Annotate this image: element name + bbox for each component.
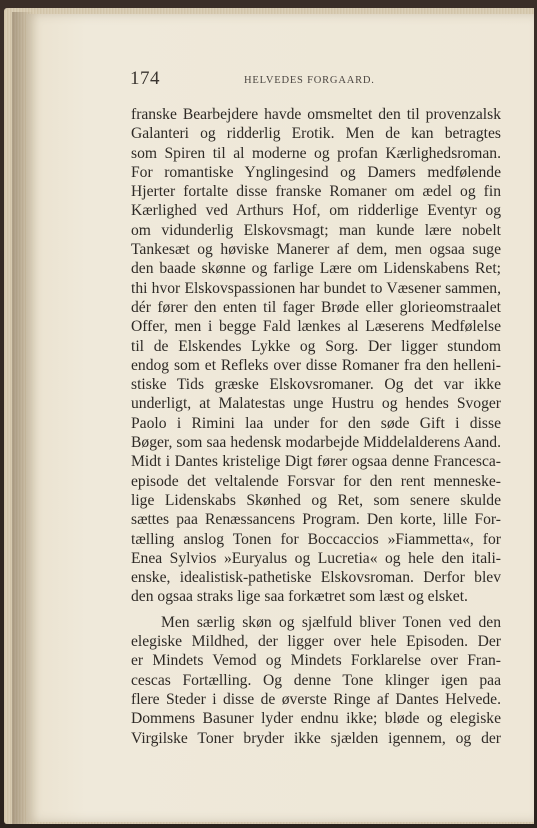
text-line: For romantiske Ynglingesind og Damers medfølende xyxy=(131,163,501,181)
text-line: stiske Tids græske Elskovsromaner. Og det var ikke xyxy=(131,376,501,394)
text-line: cescas Fortælling. Og denne Tone klinger igen paa xyxy=(131,671,501,689)
text-line: Midt i Dantes kristelige Digt fører ogsaa denne Francesca- xyxy=(131,453,501,471)
text-line: underligt, at Malatestas unge Hustru og hendes Svoger xyxy=(131,395,501,413)
text-line: Virgilske Toner bryder ikke sjælden igennem, og der xyxy=(131,729,501,747)
text-line: Dommens Basuner lyder endnu ikke; bløde og elegiske xyxy=(131,710,501,728)
text-line: Offer, men i begge Fald lænkes al Læserens Medfølelse xyxy=(131,318,501,336)
text-line: tælling anslog Tonen for Boccaccios »Fiammetta«, for xyxy=(131,530,501,548)
text-line: til de Elskendes Lykke og Sorg. Der ligger stundom xyxy=(131,337,501,355)
text-line: som Spiren til al moderne og profan Kærlighedsroman. xyxy=(131,144,501,162)
text-line: den baade skønne og farlige Lære om Lidenskabens Ret; xyxy=(131,260,501,278)
text-line: sættes paa Renæssancens Program. Den korte, lille For- xyxy=(131,511,501,529)
text-line: Paolo i Rimini laa under for den søde Gift i disse xyxy=(131,414,501,432)
page-number: 174 xyxy=(130,68,160,89)
text-line: Hjerter fortalte disse franske Romaner om ædel og fin xyxy=(131,183,501,201)
text-line: er Mindets Vemod og Mindets Forklarelse over Fran- xyxy=(131,652,501,670)
text-line: flere Steder i disse de øverste Ringe af Dantes Helvede. xyxy=(131,690,501,708)
body-text xyxy=(131,105,501,748)
text-line: Tankesæt og høviske Manerer af dem, men ogsaa suge xyxy=(131,241,501,259)
text-line: endog som et Refleks over disse Romaner fra den helleni- xyxy=(131,356,501,374)
text-line: thi hvor Elskovspassionen har bundet to Væsener sammen, xyxy=(131,279,501,297)
text-line: Kærlighed ved Arthurs Hof, om ridderlige Eventyr og xyxy=(131,202,501,220)
text-line: lige Lidenskabs Skønhed og Ret, som senere skulde xyxy=(131,491,501,509)
text-line: Enea Sylvios »Euryalus og Lucretia« og hele den itali- xyxy=(131,549,501,567)
text-line: Galanteri og ridderlig Erotik. Men de kan betragtes xyxy=(131,125,501,143)
text-line: enske, idealistisk-pathetiske Elskovsroman. Derfor blev xyxy=(131,569,501,587)
text-line: om vidunderlig Elskovsmagt; man kunde lære nobelt xyxy=(131,221,501,239)
text-line: franske Bearbejdere havde omsmeltet den til provenzalsk xyxy=(131,106,501,123)
text-line: elegiske Mildhed, der ligger over hele Episoden. Der xyxy=(131,633,501,651)
text-line: Men særlig skøn og sjælfuld bliver Tonen ved den xyxy=(161,613,501,631)
running-head: HELVEDES FORGAARD. xyxy=(244,75,375,86)
text-line: episode det veltalende Forsvar for den rent menneske- xyxy=(131,472,501,490)
page-header xyxy=(130,68,502,92)
text-line: den ogsaa straks lige saa forkætret som læst og elsket. xyxy=(131,588,468,606)
text-line: Bøger, som saa hedensk modarbejde Middelalderens Aand. xyxy=(131,434,501,452)
text-line: dér fører den enten til fager Brøde eller glorieomstraalet xyxy=(131,298,501,316)
